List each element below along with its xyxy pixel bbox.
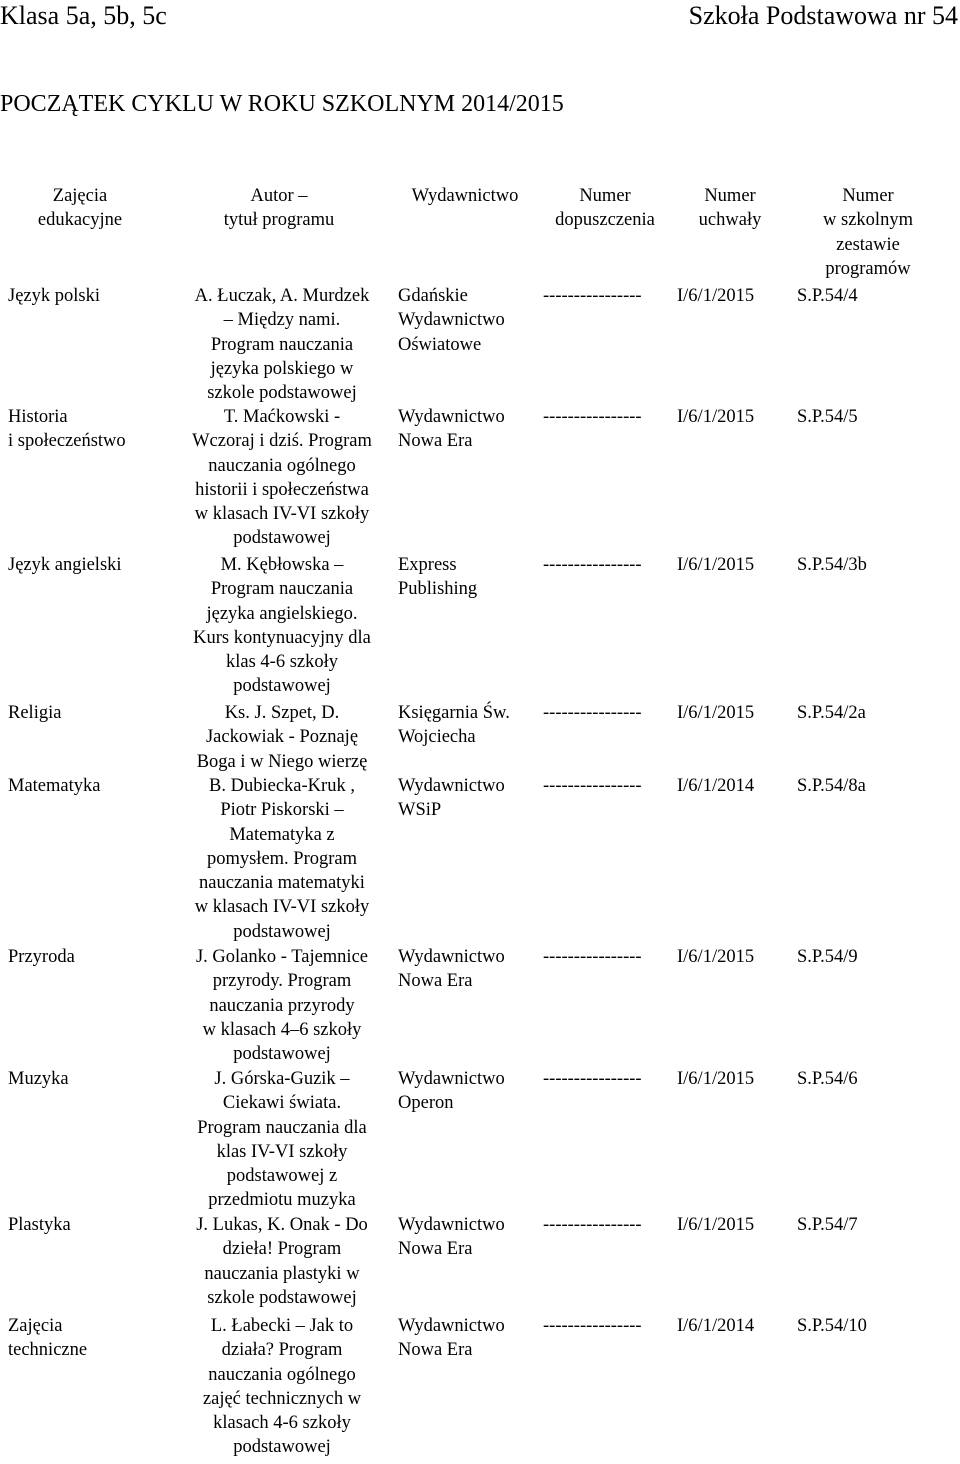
author-cell-line: A. Łuczak, A. Murdzek [194,286,370,306]
author-cell-line: podstawowej [233,1044,331,1065]
subject-cell [8,405,163,454]
author-cell-line: klasach 4-6 szkoły [213,1413,351,1434]
school-set-number-cell: S.P.54/7 [797,1215,858,1235]
publisher-cell-line: Wydawnictwo [398,1215,505,1235]
subject-cell-line: Plastyka [8,1215,71,1235]
subject-cell [8,701,163,725]
subject-cell [8,1213,163,1237]
author-cell-line: Matematyka z [229,824,335,845]
author-cell-line: języka angielskiego. [206,603,358,624]
author-cell-line: Piotr Piskorski – [220,800,344,821]
author-cell [172,284,392,405]
header-school-set-number [788,184,948,281]
author-cell-line: B. Dubiecka-Kruk , [209,776,355,796]
author-cell-line: przyrody. Program [212,971,352,992]
school-set-number-cell: S.P.54/9 [797,947,858,967]
publisher-cell [398,405,538,454]
author-cell-line: przedmiotu muzyka [208,1190,356,1211]
author-cell-line: w klasach IV-VI szkoły [194,504,370,525]
author-cell-line: dzieła! Program [222,1239,342,1260]
header-line: edukacyjne [37,210,123,231]
author-cell-line: nauczania przyrody [209,995,355,1016]
header-line: programów [825,258,911,279]
author-cell [172,774,392,944]
author-cell-line: J. Lukas, K. Onak - Do [196,1215,368,1235]
school-set-number-cell: S.P.54/5 [797,407,858,427]
school-set-number-cell: S.P.54/4 [797,286,858,306]
class-label: Klasa 5a, 5b, 5c [0,1,167,30]
publisher-cell-line: Wojciecha [398,727,476,748]
header-line: Autor – [250,186,308,206]
author-cell-line: szkole podstawowej [207,1287,357,1308]
author-cell-line: Program nauczania [210,334,354,355]
approval-number-cell: ---------------- [543,407,642,427]
publisher-cell-line: Operon [398,1093,454,1114]
author-cell [172,1213,392,1310]
publisher-cell-line: Wydawnictwo [398,776,505,796]
header-line: Numer [842,186,894,206]
publisher-cell-line: Nowa Era [398,971,473,992]
author-cell-line: nauczania ogólnego [208,455,356,476]
approval-number-cell: ---------------- [543,555,642,575]
author-cell-line: J. Golanko - Tajemnice [195,947,368,967]
subject-cell [8,1067,163,1091]
author-cell-line: podstawowej [233,676,331,697]
header-line: zestawie [836,234,900,255]
author-cell [172,405,392,551]
publisher-cell-line: Wydawnictwo [398,1069,505,1089]
approval-number-cell: ---------------- [543,776,642,796]
approval-number-cell: ---------------- [543,947,642,967]
document-title: POCZĄTEK CYKLU W ROKU SZKOLNYM 2014/2015 [0,91,564,117]
publisher-cell-line: Nowa Era [398,1340,473,1361]
author-cell-line: nauczania plastyki w [204,1263,360,1284]
header-line: dopuszczenia [555,210,655,231]
header-subject [0,184,160,233]
school-set-number-cell: S.P.54/3b [797,555,867,575]
author-cell-line: klas IV-VI szkoły [216,1141,348,1162]
subject-cell [8,553,163,577]
subject-cell [8,1314,163,1363]
publisher-cell-line: Nowa Era [398,431,473,452]
publisher-cell [398,774,538,823]
header-line: Numer [704,186,756,206]
publisher-cell-line: Wydawnictwo [398,310,505,331]
school-name: Szkoła Podstawowa nr 54 [688,1,958,30]
author-cell-line: Boga i w Niego wierzę [196,751,368,772]
subject-cell-line: Matematyka [8,776,101,796]
school-set-number-cell: S.P.54/8a [797,776,866,796]
header-line: Wydawnictwo [411,186,519,206]
approval-number-cell: ---------------- [543,1215,642,1235]
author-cell-line: T. Maćkowski - [223,407,341,427]
publisher-cell-line: WSiP [398,800,442,821]
publisher-cell [398,1067,538,1116]
subject-cell [8,774,163,798]
publisher-cell-line: Gdańskie [398,286,468,306]
header-line: Zajęcia [52,186,108,206]
header-line: tytuł programu [223,210,335,231]
publisher-cell [398,1314,538,1363]
resolution-number-cell: I/6/1/2015 [677,555,755,575]
author-cell-line: zajęć technicznych w [202,1388,362,1409]
resolution-number-cell: I/6/1/2015 [677,1215,755,1235]
author-cell-line: Jackowiak - Poznaję [205,727,359,748]
publisher-cell-line: Wydawnictwo [398,407,505,427]
resolution-number-cell: I/6/1/2015 [677,1069,755,1089]
subject-cell-line: Język angielski [8,555,122,575]
author-cell-line: podstawowej [233,1437,331,1458]
approval-number-cell: ---------------- [543,1069,642,1089]
approval-number-cell: ---------------- [543,286,642,306]
author-cell-line: Kurs kontynuacyjny dla [193,627,371,648]
author-cell-line: w klasach 4–6 szkoły [202,1019,362,1040]
author-cell-line: podstawowej z [226,1166,338,1187]
header-line: Numer [579,186,631,206]
author-cell-line: historii i społeczeństwa [195,479,369,500]
author-cell-line: Ks. J. Szpet, D. [224,703,340,723]
subject-cell-line: Muzyka [8,1069,69,1089]
publisher-cell-line: Wydawnictwo [398,1316,505,1336]
author-cell-line: M. Kębłowska – [220,555,344,575]
author-cell-line: J. Górska-Guzik – [214,1069,350,1089]
author-cell [172,945,392,1066]
subject-cell-line: Język polski [8,286,100,306]
subject-cell-line: Religia [8,703,62,723]
publisher-cell-line: Nowa Era [398,1239,473,1260]
resolution-number-cell: I/6/1/2014 [677,776,755,796]
author-cell-line: klas 4-6 szkoły [225,652,338,673]
author-cell-line: szkole podstawowej [207,383,357,404]
publisher-cell-line: Publishing [398,579,478,600]
resolution-number-cell: I/6/1/2015 [677,407,755,427]
subject-cell-line: i społeczeństwo [8,431,126,452]
subject-cell-line: techniczne [8,1340,88,1361]
publisher-cell-line: Oświatowe [398,334,482,355]
publisher-cell [398,553,538,602]
author-cell-line: podstawowej [233,528,331,549]
publisher-cell-line: Express [398,555,457,575]
publisher-cell [398,284,538,357]
subject-cell [8,284,163,308]
author-cell-line: języka polskiego w [210,358,354,379]
author-cell [172,701,392,774]
author-cell [172,1314,392,1460]
author-cell-line: nauczania ogólnego [208,1364,356,1385]
header-approval-number [541,184,669,233]
publisher-cell [398,701,538,750]
publisher-cell [398,945,538,994]
subject-cell [8,945,163,969]
school-set-number-cell: S.P.54/6 [797,1069,858,1089]
author-cell-line: L. Łabecki – Jak to [210,1316,354,1336]
author-cell-line: Program nauczania [210,579,354,600]
header-publisher [395,184,535,208]
approval-number-cell: ---------------- [543,703,642,723]
subject-cell-line: Przyroda [8,947,75,967]
publisher-cell-line: Wydawnictwo [398,947,505,967]
header-resolution-number [680,184,780,233]
resolution-number-cell: I/6/1/2014 [677,1316,755,1336]
author-cell [172,1067,392,1213]
author-cell-line: Program nauczania dla [197,1117,367,1138]
approval-number-cell: ---------------- [543,1316,642,1336]
school-set-number-cell: S.P.54/2a [797,703,866,723]
resolution-number-cell: I/6/1/2015 [677,286,755,306]
author-cell-line: działa? Program [221,1340,343,1361]
resolution-number-cell: I/6/1/2015 [677,947,755,967]
author-cell-line: – Między nami. [223,310,341,331]
author-cell-line: Wczoraj i dziś. Program [192,431,372,452]
school-set-number-cell: S.P.54/10 [797,1316,867,1336]
author-cell-line: Ciekawi świata. [222,1093,342,1114]
subject-cell-line: Zajęcia [8,1316,63,1336]
author-cell [172,553,392,699]
header-line: uchwały [698,210,762,231]
header-line: w szkolnym [823,210,913,231]
author-cell-line: podstawowej [233,921,331,942]
author-cell-line: pomysłem. Program [206,848,358,869]
resolution-number-cell: I/6/1/2015 [677,703,755,723]
publisher-cell [398,1213,538,1262]
author-cell-line: w klasach IV-VI szkoły [194,897,370,918]
publisher-cell-line: Księgarnia Św. [398,703,510,723]
author-cell-line: nauczania matematyki [199,873,365,894]
header-author [168,184,390,233]
subject-cell-line: Historia [8,407,68,427]
